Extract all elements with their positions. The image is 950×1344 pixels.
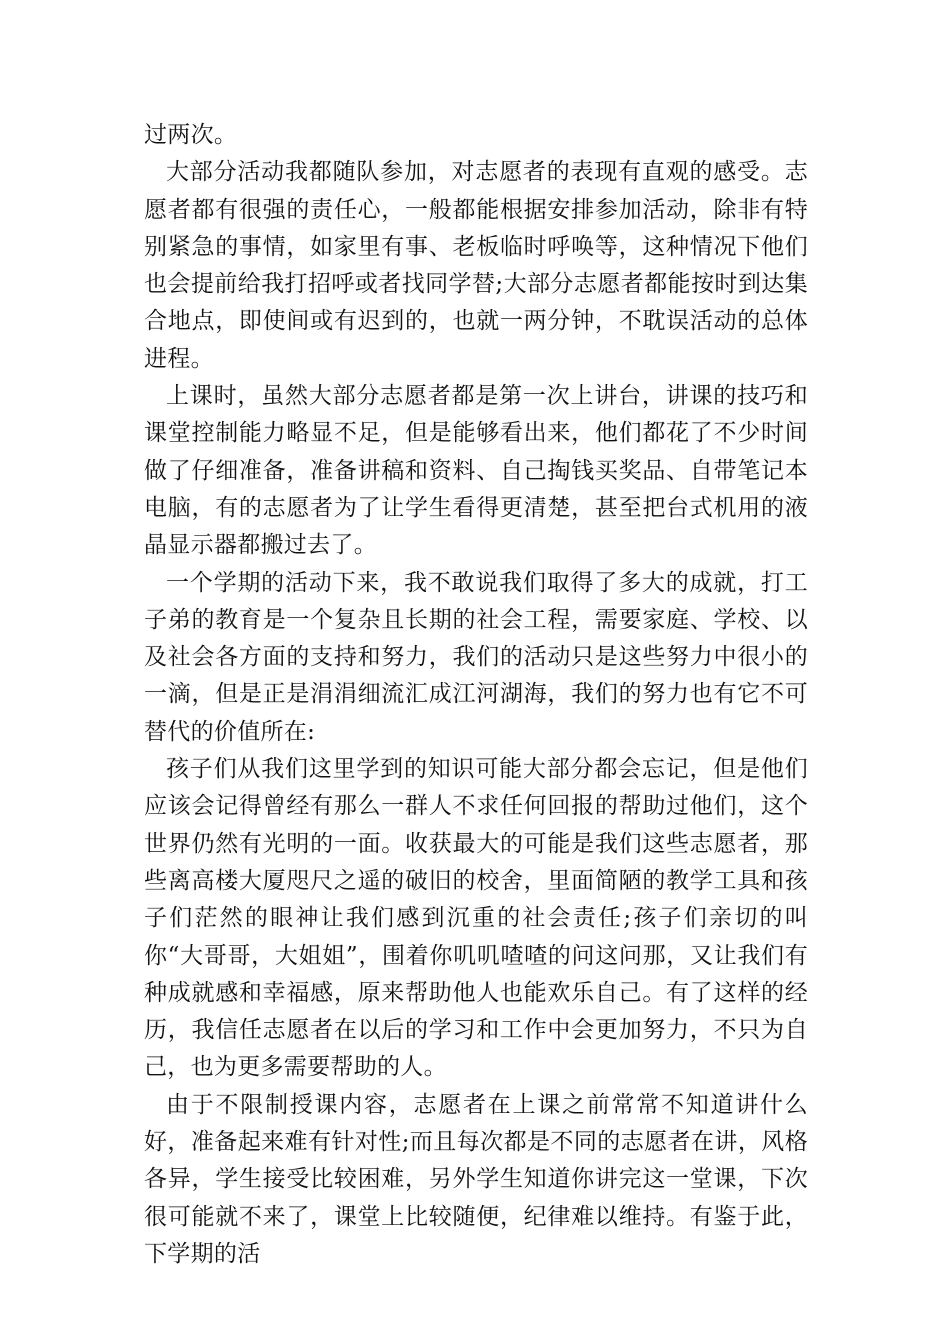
paragraph-6: 由于不限制授课内容，志愿者在上课之前常常不知道讲什么好，准备起来难有针对性;而且每次都是不同的志愿者在讲，风格各异，学生接受比较困难，另外学生知道你讲完这一堂课，下次很可能就不来了，课堂上比较随便，纪律难以维持。有鉴于此，下学期的活 xyxy=(144,1091,808,1267)
paragraph-4: 一个学期的活动下来，我不敢说我们取得了多大的成就，打工子弟的教育是一个复杂且长期的社会工程，需要家庭、学校、以及社会各方面的支持和努力，我们的活动只是这些努力中很小的一滴，但是正是涓涓细流汇成江河湖海，我们的努力也有它不可替代的价值所在: xyxy=(144,569,808,745)
paragraph-3: 上课时，虽然大部分志愿者都是第一次上讲台，讲课的技巧和课堂控制能力略显不足，但是能够看出来，他们都花了不少时间做了仔细准备，准备讲稿和资料、自己掏钱买奖品、自带笔记本电脑，有的志愿者为了让学生看得更清楚，甚至把台式机用的液晶显示器都搬过去了。 xyxy=(144,383,808,559)
paragraph-1: 过两次。 xyxy=(144,122,238,148)
paragraph-2: 大部分活动我都随队参加，对志愿者的表现有直观的感受。志愿者都有很强的责任心，一般都能根据安排参加活动，除非有特别紧急的事情，如家里有事、老板临时呼唤等，这种情况下他们也会提前给我打招呼或者找同学替;大部分志愿者都能按时到达集合地点，即使间或有迟到的，也就一两分钟，不耽误活动的总体进程。 xyxy=(144,159,808,372)
paragraph-5: 孩子们从我们这里学到的知识可能大部分都会忘记，但是他们应该会记得曾经有那么一群人不求任何回报的帮助过他们，这个世界仍然有光明的一面。收获最大的可能是我们这些志愿者，那些离高楼大厦咫尺之遥的破旧的校舍，里面简陋的教学工具和孩子们茫然的眼神让我们感到沉重的社会责任;孩子们亲切的叫你“大哥哥，大姐姐”，围着你叽叽喳喳的问这问那，又让我们有种成就感和幸福感，原来帮助他人也能欢乐自己。有了这样的经历，我信任志愿者在以后的学习和工作中会更加努力，不只为自己，也为更多需要帮助的人。 xyxy=(144,756,808,1081)
body-text xyxy=(144,117,808,1273)
